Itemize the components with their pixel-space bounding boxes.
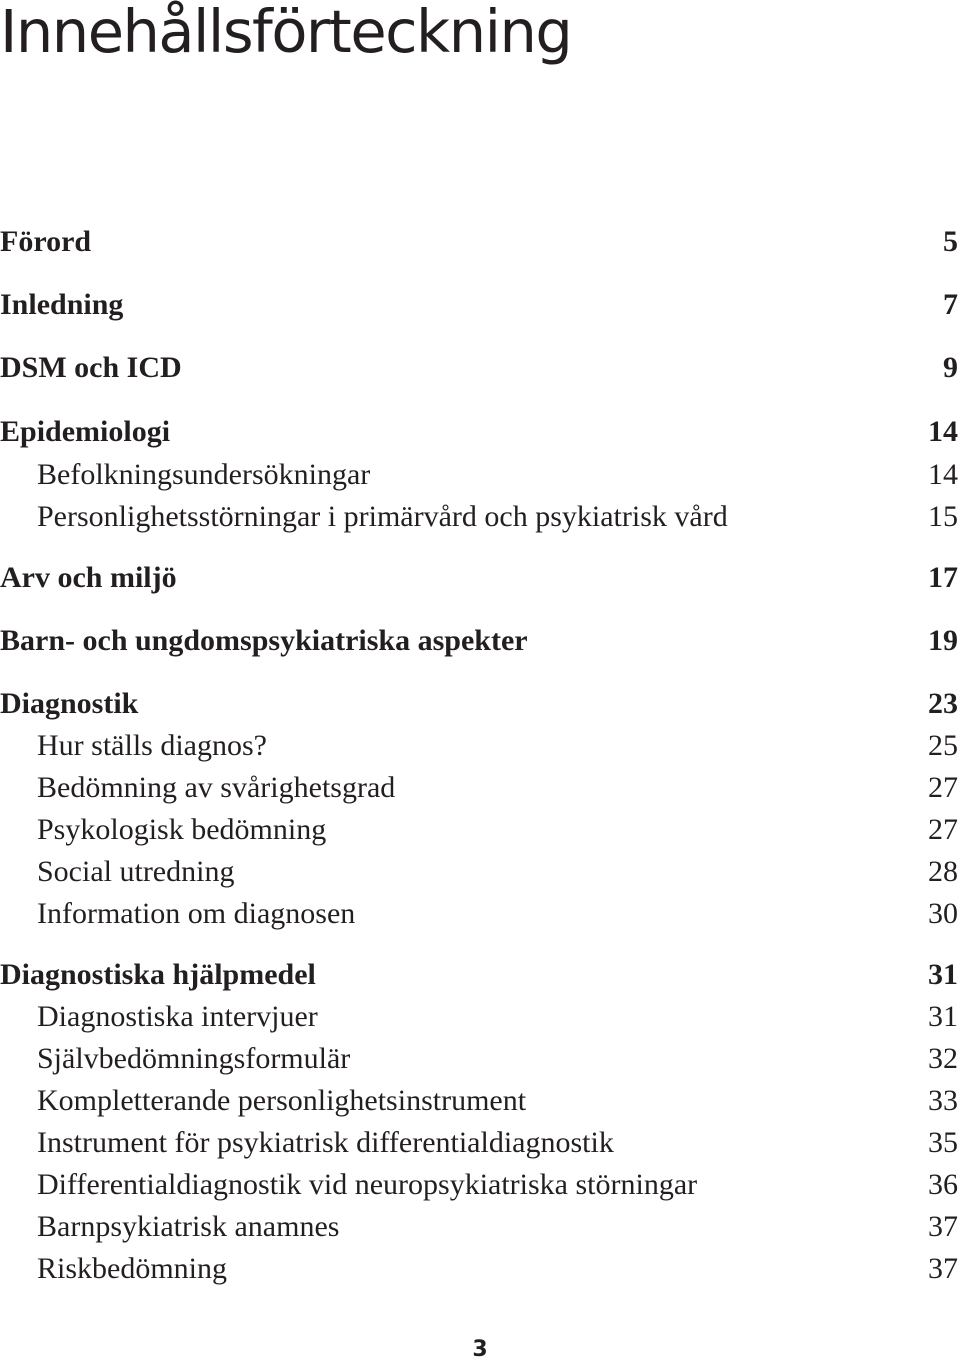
toc-section-entry	[0, 497, 958, 537]
toc-chapter-entry	[0, 285, 958, 325]
toc-entry-page-number: 25	[928, 729, 958, 762]
toc-entry-page-number: 23	[928, 687, 958, 720]
toc-entry-page-number: 31	[928, 1000, 958, 1033]
toc-entry-title: Instrument för psykiatrisk differentialdiagnostik	[37, 1126, 614, 1159]
toc-entry-title: Befolkningsundersökningar	[37, 458, 371, 491]
toc-entry-title: Barnpsykiatrisk anamnes	[37, 1210, 340, 1243]
toc-section-entry	[0, 894, 958, 934]
toc-section-entry	[0, 1081, 958, 1121]
toc-section-entry	[0, 997, 958, 1037]
page-title: Innehållsförteckning	[0, 0, 572, 66]
toc-section-entry	[0, 1039, 958, 1079]
toc-chapter-entry	[0, 955, 958, 995]
toc-entry-title: Kompletterande personlighetsinstrument	[37, 1084, 527, 1117]
toc-entry-page-number: 27	[928, 771, 958, 804]
toc-entry-page-number: 36	[928, 1168, 958, 1201]
toc-section-entry	[0, 1249, 958, 1289]
toc-entry-title: Hur ställs diagnos?	[37, 729, 267, 762]
toc-entry-title: Differentialdiagnostik vid neuropsykiatriska störningar	[37, 1168, 698, 1201]
toc-section-entry	[0, 1165, 958, 1205]
toc-entry-title: Självbedömningsformulär	[37, 1042, 351, 1075]
toc-entry-title: Förord	[0, 225, 92, 258]
toc-entry-page-number: 14	[928, 415, 958, 448]
toc-chapter-entry	[0, 621, 958, 661]
toc-chapter-entry	[0, 684, 958, 724]
toc-section-entry	[0, 1123, 958, 1163]
toc-entry-title: Psykologisk bedömning	[37, 813, 327, 846]
toc-entry-title: DSM och ICD	[0, 351, 182, 384]
toc-entry-page-number: 37	[928, 1252, 958, 1285]
toc-section-entry	[0, 810, 958, 850]
toc-entry-page-number: 14	[928, 458, 958, 491]
toc-entry-title: Diagnostiska hjälpmedel	[0, 958, 316, 991]
toc-chapter-entry	[0, 222, 958, 262]
toc-chapter-entry	[0, 558, 958, 598]
toc-entry-title: Bedömning av svårighetsgrad	[37, 771, 396, 804]
toc-entry-title: Diagnostiska intervjuer	[37, 1000, 318, 1033]
toc-entry-title: Social utredning	[37, 855, 235, 888]
toc-entry-page-number: 35	[928, 1126, 958, 1159]
toc-entry-page-number: 28	[928, 855, 958, 888]
toc-entry-title: Inledning	[0, 288, 124, 321]
toc-entry-page-number: 19	[928, 624, 958, 657]
toc-entry-title: Riskbedömning	[37, 1252, 228, 1285]
toc-entry-title: Personlighetsstörningar i primärvård och psykiatrisk vård	[37, 500, 728, 533]
toc-entry-page-number: 15	[928, 500, 958, 533]
toc-section-entry	[0, 1207, 958, 1247]
toc-entry-page-number: 17	[928, 561, 958, 594]
toc-entry-title: Diagnostik	[0, 687, 139, 720]
toc-entry-page-number: 31	[928, 958, 958, 991]
toc-entry-page-number: 7	[943, 288, 958, 321]
toc-section-entry	[0, 726, 958, 766]
toc-section-entry	[0, 768, 958, 808]
toc-entry-title: Barn- och ungdomspsykiatriska aspekter	[0, 624, 528, 657]
toc-entry-page-number: 5	[943, 225, 958, 258]
toc-entry-title: Epidemiologi	[0, 415, 171, 448]
toc-entry-page-number: 27	[928, 813, 958, 846]
toc-entry-page-number: 32	[928, 1042, 958, 1075]
toc-section-entry	[0, 455, 958, 495]
toc-entry-page-number: 37	[928, 1210, 958, 1243]
page-number: 3	[472, 1337, 488, 1362]
toc-entry-title: Arv och miljö	[0, 561, 177, 594]
toc-entry-page-number: 30	[928, 897, 958, 930]
toc-chapter-entry	[0, 412, 958, 452]
toc-entry-page-number: 33	[928, 1084, 958, 1117]
toc-entry-page-number: 9	[943, 351, 958, 384]
toc-entry-title: Information om diagnosen	[37, 897, 356, 930]
toc-chapter-entry	[0, 348, 958, 388]
toc-section-entry	[0, 852, 958, 892]
